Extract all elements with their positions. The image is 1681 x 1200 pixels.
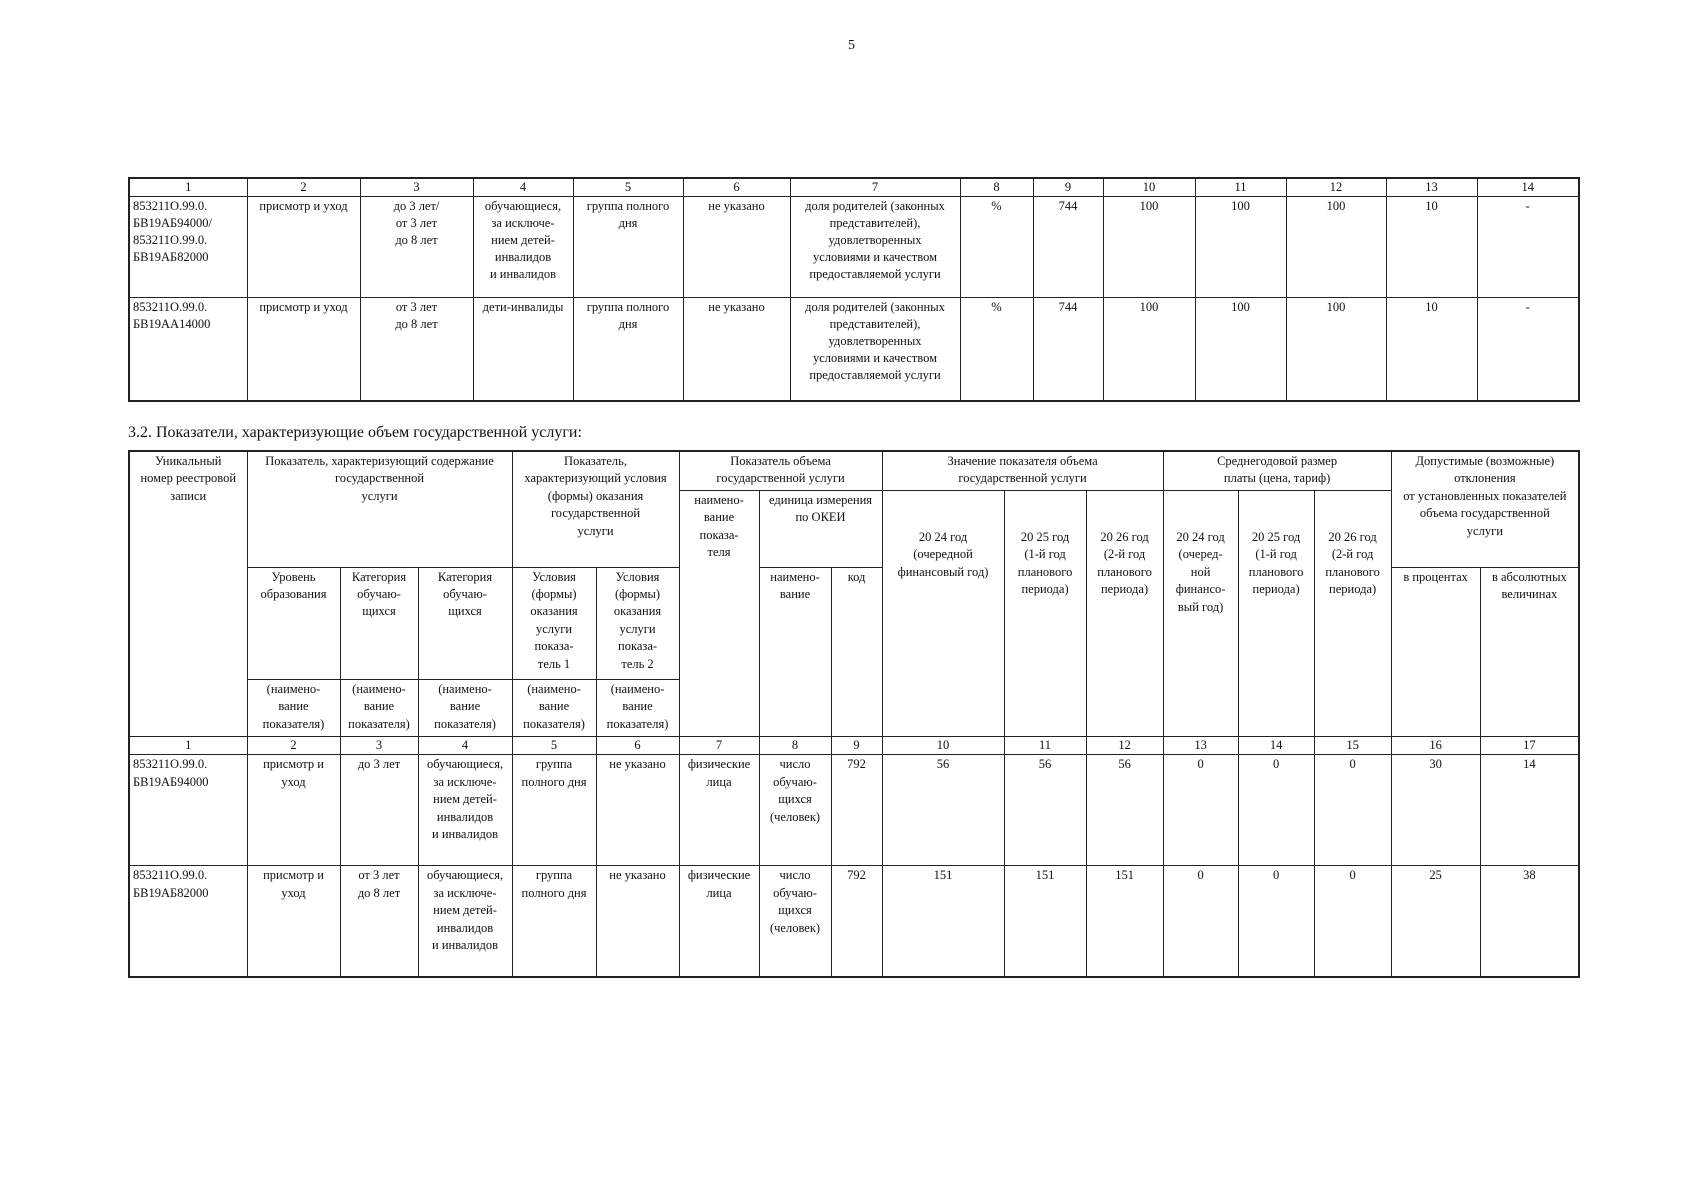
deviation-percent-header: в процентах [1391,567,1480,737]
column-number: 9 [831,737,882,755]
header-row [129,451,1579,491]
unit-name: % [960,298,1033,402]
value-2025: 100 [1195,298,1286,402]
value-2024: 100 [1103,298,1195,402]
student-category: обучающиеся, за исключе- нием детей- инвалидов и инвалидов [418,866,512,978]
condition-2-subheader: (наимено- вание показателя) [596,680,679,737]
education-level: присмотр и уход [247,755,340,866]
category-2-subheader: (наимено- вание показателя) [418,680,512,737]
service-condition-1: группа полного дня [512,866,596,978]
column-number: 3 [360,178,473,197]
service-condition: группа полного дня [573,197,683,298]
quality-indicators-table [128,177,1580,402]
registry-number: 853211О.99.0. БВ19АБ82000 [129,866,247,978]
indicator-name: доля родителей (законных представителей), удовлетворенных условиями и качеством предоставляемой услуги [790,197,960,298]
column-number: 11 [1195,178,1286,197]
section-title: 3.2. Показатели, характеризующие объем государственной услуги: [128,424,582,441]
fee-2024: 0 [1163,866,1238,978]
service-condition-2: не указано [596,755,679,866]
value-2025-header: 20 25 год (1-й год планового периода) [1004,491,1086,737]
age-group: до 3 лет/ от 3 лет до 8 лет [360,197,473,298]
service-condition-2: не указано [596,866,679,978]
deviation-group-header: Допустимые (возможные) отклонения от установленных показателей объема государственной услуги [1391,451,1579,567]
fee-2025: 0 [1238,866,1314,978]
condition-1-header: Условия (формы) оказания услуги показа- тель 1 [512,567,596,680]
student-category: обучающиеся, за исключе- нием детей- инвалидов и инвалидов [473,197,573,298]
service-content: присмотр и уход [247,197,360,298]
column-number-row [129,737,1579,755]
fee-2024: 0 [1163,755,1238,866]
value-2025: 100 [1195,197,1286,298]
column-number: 5 [573,178,683,197]
volume-indicators-table [128,450,1580,978]
indicator-name: физические лица [679,866,759,978]
age-group: от 3 лет до 8 лет [340,866,418,978]
service-condition-2: не указано [683,298,790,402]
unit-code: 744 [1033,197,1103,298]
unit-name: число обучаю- щихся (человек) [759,866,831,978]
condition-1-subheader: (наимено- вание показателя) [512,680,596,737]
column-number: 14 [1477,178,1579,197]
value-2024-header: 20 24 год (очередной финансовый год) [882,491,1004,737]
registry-header: Уникальный номер реестровой записи [129,451,247,737]
volume-group-header: Показатель объема государственной услуги [679,451,882,491]
column-number-row [129,178,1579,197]
unit-name: число обучаю- щихся (человек) [759,755,831,866]
fee-2025: 0 [1238,755,1314,866]
conditions-group-header: Показатель, характеризующий условия (формы) оказания государственной услуги [512,451,679,567]
indicator-name: физические лица [679,755,759,866]
indicator-name-header: наимено- вание показа- теля [679,491,759,737]
table-row [129,197,1579,298]
column-number: 13 [1163,737,1238,755]
page-number: 5 [848,38,855,53]
okei-name-header: наимено- вание [759,567,831,737]
unit-code: 744 [1033,298,1103,402]
column-number: 7 [679,737,759,755]
column-number: 14 [1238,737,1314,755]
column-number: 15 [1314,737,1391,755]
unit-code: 792 [831,866,882,978]
column-number: 1 [129,178,247,197]
column-number: 6 [596,737,679,755]
registry-number: 853211О.99.0. БВ19АБ94000/ 853211О.99.0. БВ19АБ82000 [129,197,247,298]
deviation-absolute: 38 [1480,866,1579,978]
fee-group-header: Среднегодовой размер платы (цена, тариф) [1163,451,1391,491]
column-number: 10 [1103,178,1195,197]
deviation-percent: 25 [1391,866,1480,978]
table-row [129,298,1579,402]
okei-code-header: код [831,567,882,737]
level-subheader: (наимено- вание показателя) [247,680,340,737]
value-2026: 100 [1286,298,1386,402]
age-group: от 3 лет до 8 лет [360,298,473,402]
deviation-percent: 30 [1391,755,1480,866]
deviation-absolute: - [1477,197,1579,298]
age-group: до 3 лет [340,755,418,866]
indicator-name: доля родителей (законных представителей), удовлетворенных условиями и качеством предоставляемой услуги [790,298,960,402]
service-content: присмотр и уход [247,298,360,402]
column-number: 12 [1286,178,1386,197]
column-number: 5 [512,737,596,755]
unit-name: % [960,197,1033,298]
column-number: 9 [1033,178,1103,197]
value-2025: 56 [1004,755,1086,866]
education-level: присмотр и уход [247,866,340,978]
unit-code: 792 [831,755,882,866]
service-condition-2: не указано [683,197,790,298]
service-condition: группа полного дня [573,298,683,402]
registry-number: 853211О.99.0. БВ19АБ94000 [129,755,247,866]
column-number: 11 [1004,737,1086,755]
fee-2025-header: 20 25 год (1-й год планового периода) [1238,491,1314,737]
column-number: 8 [759,737,831,755]
column-number: 4 [418,737,512,755]
value-group-header: Значение показателя объема государственной услуги [882,451,1163,491]
column-number: 3 [340,737,418,755]
value-2025: 151 [1004,866,1086,978]
value-2024: 151 [882,866,1004,978]
registry-number: 853211О.99.0. БВ19АА14000 [129,298,247,402]
column-number: 8 [960,178,1033,197]
table-row [129,755,1579,866]
deviation-absolute-header: в абсолютных величинах [1480,567,1579,737]
fee-2026: 0 [1314,866,1391,978]
category-1-subheader: (наимено- вание показателя) [340,680,418,737]
service-condition-1: группа полного дня [512,755,596,866]
column-number: 12 [1086,737,1163,755]
column-number: 4 [473,178,573,197]
column-number: 10 [882,737,1004,755]
column-number: 16 [1391,737,1480,755]
column-number: 6 [683,178,790,197]
deviation-percent: 10 [1386,197,1477,298]
value-2024: 100 [1103,197,1195,298]
table-row [129,866,1579,978]
value-2024: 56 [882,755,1004,866]
okei-unit-header: единица измерения по ОКЕИ [759,491,882,568]
fee-2026: 0 [1314,755,1391,866]
fee-2024-header: 20 24 год (очеред- ной финансо- вый год) [1163,491,1238,737]
deviation-percent: 10 [1386,298,1477,402]
column-number: 1 [129,737,247,755]
column-number: 13 [1386,178,1477,197]
value-2026: 100 [1286,197,1386,298]
category-1-header: Категория обучаю- щихся [340,567,418,680]
deviation-absolute: - [1477,298,1579,402]
deviation-absolute: 14 [1480,755,1579,866]
column-number: 2 [247,178,360,197]
content-group-header: Показатель, характеризующий содержание государственной услуги [247,451,512,567]
student-category: дети-инвалиды [473,298,573,402]
value-2026-header: 20 26 год (2-й год планового периода) [1086,491,1163,737]
condition-2-header: Условия (формы) оказания услуги показа- тель 2 [596,567,679,680]
level-header: Уровень образования [247,567,340,680]
fee-2026-header: 20 26 год (2-й год планового периода) [1314,491,1391,737]
value-2026: 56 [1086,755,1163,866]
column-number: 17 [1480,737,1579,755]
category-2-header: Категория обучаю- щихся [418,567,512,680]
column-number: 2 [247,737,340,755]
column-number: 7 [790,178,960,197]
student-category: обучающиеся, за исключе- нием детей- инвалидов и инвалидов [418,755,512,866]
value-2026: 151 [1086,866,1163,978]
